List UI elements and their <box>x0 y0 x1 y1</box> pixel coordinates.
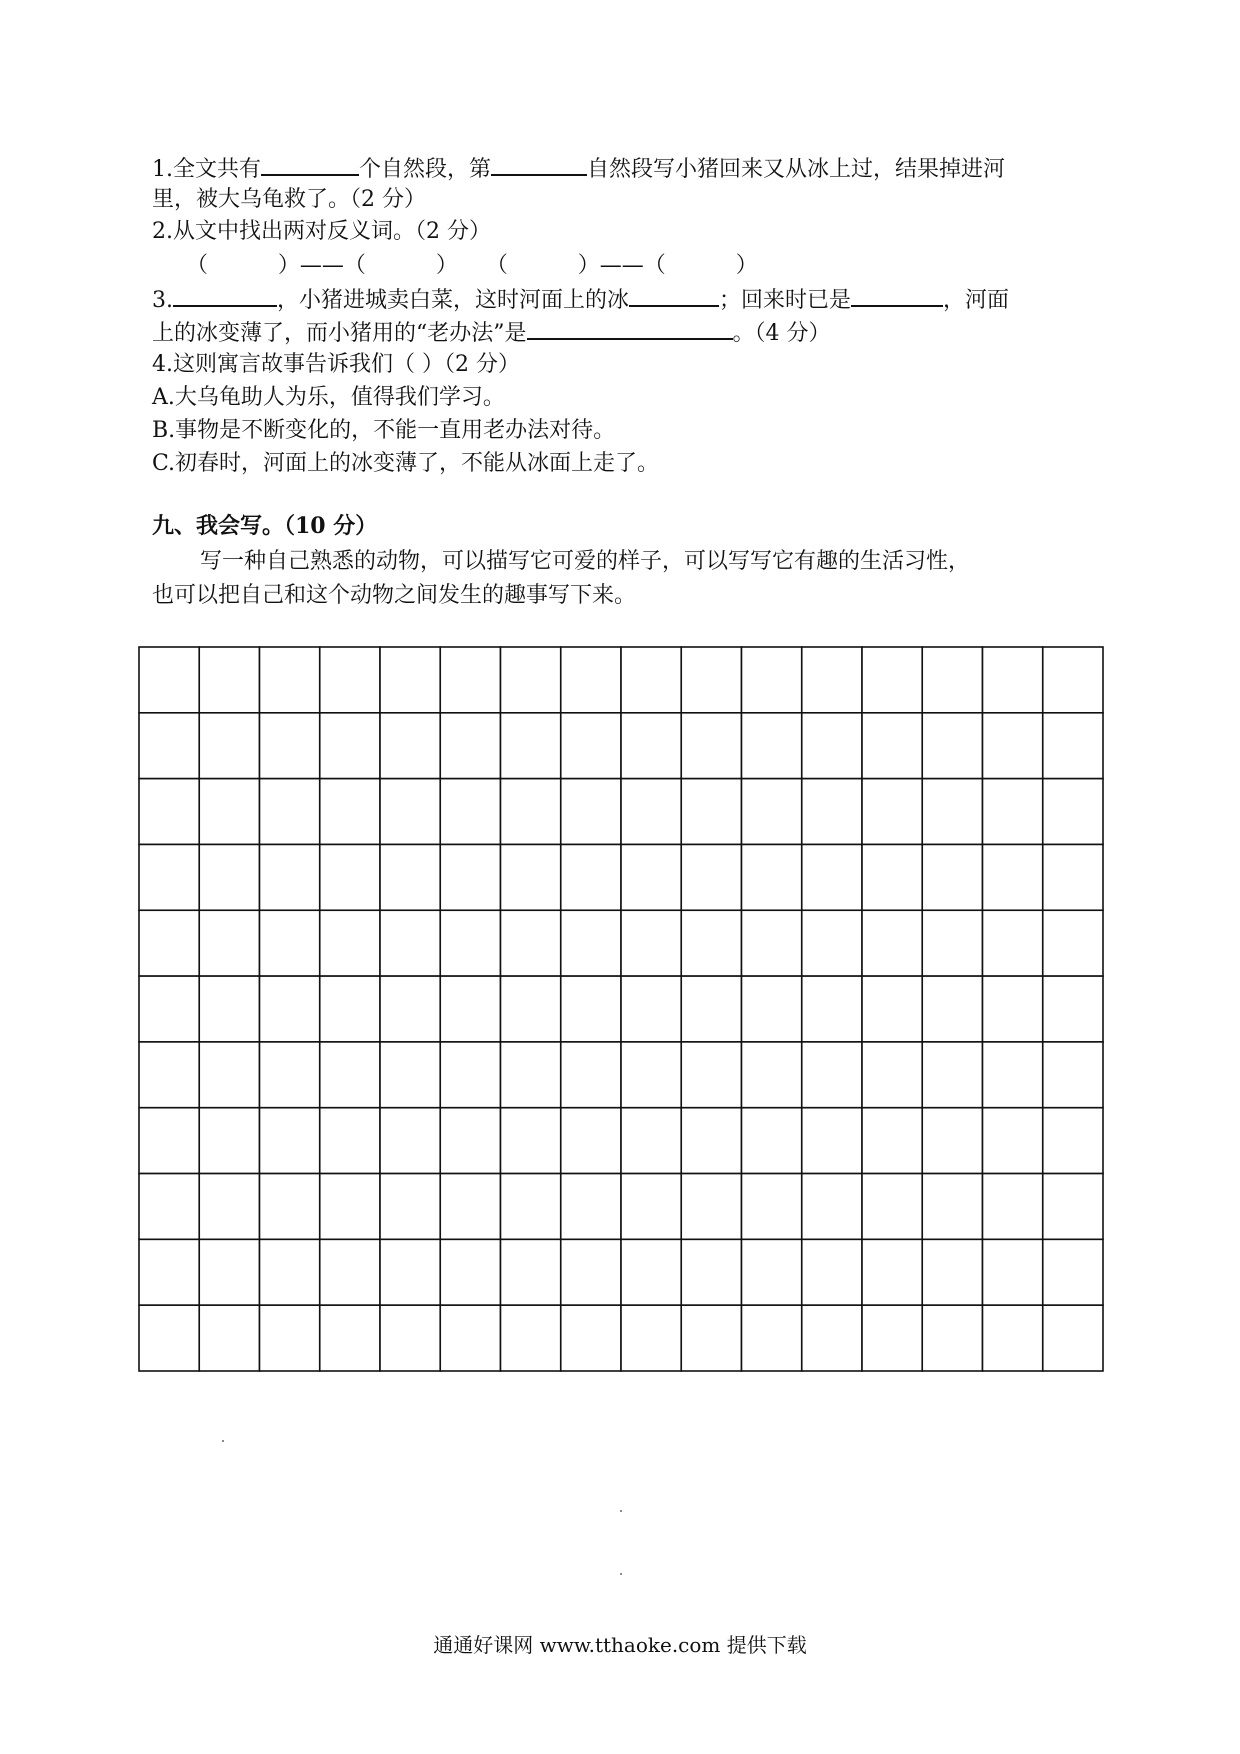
grid-cell[interactable] <box>440 976 500 1042</box>
grid-cell[interactable] <box>139 1305 199 1371</box>
grid-cell[interactable] <box>862 1174 922 1240</box>
grid-cell[interactable] <box>561 713 621 779</box>
grid-cell[interactable] <box>862 1239 922 1305</box>
scan-speck <box>222 1440 224 1442</box>
grid-cell[interactable] <box>199 713 259 779</box>
grid-cell[interactable] <box>380 910 440 976</box>
grid-cell[interactable] <box>440 844 500 910</box>
grid-cell[interactable] <box>681 844 741 910</box>
grid-cell[interactable] <box>922 1174 982 1240</box>
grid-cell[interactable] <box>983 779 1043 845</box>
grid-cell[interactable] <box>621 1305 681 1371</box>
question-3-text-f: 。（4 分） <box>732 321 831 346</box>
grid-cell[interactable] <box>320 1305 380 1371</box>
grid-cell[interactable] <box>561 1305 621 1371</box>
grid-cell[interactable] <box>862 844 922 910</box>
grid-cell[interactable] <box>681 1305 741 1371</box>
grid-cell[interactable] <box>862 713 922 779</box>
grid-cell[interactable] <box>742 1305 802 1371</box>
grid-cell[interactable] <box>922 910 982 976</box>
grid-cell[interactable] <box>922 1305 982 1371</box>
grid-cell[interactable] <box>802 713 862 779</box>
grid-cell[interactable] <box>561 1042 621 1108</box>
grid-cell[interactable] <box>621 713 681 779</box>
grid-cell[interactable] <box>862 976 922 1042</box>
grid-cell[interactable] <box>139 1174 199 1240</box>
grid-cell[interactable] <box>983 647 1043 713</box>
grid-cell[interactable] <box>681 779 741 845</box>
grid-cell[interactable] <box>742 1239 802 1305</box>
grid-cell[interactable] <box>862 1305 922 1371</box>
grid-cell[interactable] <box>380 1239 440 1305</box>
grid-cell[interactable] <box>621 1174 681 1240</box>
question-3-text-b: ，小猪进城卖白菜，这时河面上的冰 <box>277 288 630 313</box>
grid-cell[interactable] <box>742 779 802 845</box>
grid-cell[interactable] <box>320 1239 380 1305</box>
grid-cell[interactable] <box>1043 779 1103 845</box>
grid-cell[interactable] <box>742 976 802 1042</box>
grid-cell[interactable] <box>501 1174 561 1240</box>
grid-cell[interactable] <box>983 1305 1043 1371</box>
grid-cell[interactable] <box>561 1108 621 1174</box>
grid-cell[interactable] <box>561 647 621 713</box>
question-2-label: 2.从文中找出两对反义词。（2 分） <box>152 219 491 244</box>
grid-cell[interactable] <box>440 1174 500 1240</box>
question-3-blank-ice-state[interactable] <box>629 283 719 307</box>
grid-cell[interactable] <box>199 647 259 713</box>
grid-cell[interactable] <box>862 779 922 845</box>
grid-cell[interactable] <box>380 1305 440 1371</box>
grid-cell[interactable] <box>440 779 500 845</box>
grid-cell[interactable] <box>862 1042 922 1108</box>
grid-cell[interactable] <box>983 976 1043 1042</box>
grid-cell[interactable] <box>501 910 561 976</box>
grid-cell[interactable] <box>922 779 982 845</box>
question-2-antonym-pairs[interactable]: （ ）——（ ） （ ）——（ ） <box>186 253 758 278</box>
grid-cell[interactable] <box>260 779 320 845</box>
grid-cell[interactable] <box>260 1108 320 1174</box>
grid-cell[interactable] <box>922 713 982 779</box>
grid-cell[interactable] <box>320 779 380 845</box>
grid-cell[interactable] <box>802 976 862 1042</box>
grid-cell[interactable] <box>621 779 681 845</box>
grid-cell[interactable] <box>199 1239 259 1305</box>
grid-cell[interactable] <box>199 976 259 1042</box>
question-3-blank-season-1[interactable] <box>173 283 277 307</box>
grid-cell[interactable] <box>1043 910 1103 976</box>
grid-cell[interactable] <box>561 1174 621 1240</box>
grid-cell[interactable] <box>742 844 802 910</box>
grid-cell[interactable] <box>802 844 862 910</box>
grid-cell[interactable] <box>320 713 380 779</box>
grid-cell[interactable] <box>621 844 681 910</box>
grid-cell[interactable] <box>320 1042 380 1108</box>
grid-cell[interactable] <box>742 1108 802 1174</box>
grid-cell[interactable] <box>1043 1305 1103 1371</box>
grid-cell[interactable] <box>561 1239 621 1305</box>
grid-cell[interactable] <box>440 1239 500 1305</box>
grid-cell[interactable] <box>440 910 500 976</box>
grid-cell[interactable] <box>260 1174 320 1240</box>
grid-cell[interactable] <box>260 1305 320 1371</box>
grid-cell[interactable] <box>380 647 440 713</box>
grid-cell[interactable] <box>501 1042 561 1108</box>
grid-cell[interactable] <box>802 1042 862 1108</box>
scan-speck <box>620 1510 622 1512</box>
question-3-blank-season-2[interactable] <box>851 283 943 307</box>
grid-cell[interactable] <box>320 976 380 1042</box>
question-1-line-1 <box>152 152 1005 186</box>
grid-cell[interactable] <box>320 844 380 910</box>
grid-cell[interactable] <box>802 647 862 713</box>
question-1-text-c: 自然段写小猪回来又从冰上过，结果掉进河 <box>587 157 1006 182</box>
grid-cell[interactable] <box>1043 1108 1103 1174</box>
grid-cell[interactable] <box>742 647 802 713</box>
grid-cell[interactable] <box>802 1174 862 1240</box>
question-1-text-b: 个自然段，第 <box>359 157 492 182</box>
question-4-label: 4.这则寓言故事告诉我们（ ）（2 分） <box>152 352 520 377</box>
grid-cell[interactable] <box>199 1174 259 1240</box>
grid-cell[interactable] <box>139 1042 199 1108</box>
grid-cell[interactable] <box>681 1239 741 1305</box>
question-3-line-1 <box>152 283 1009 317</box>
grid-cell[interactable] <box>742 910 802 976</box>
scan-speck <box>620 1573 622 1575</box>
footer-credit: 通通好课网 www.tthaoke.com 提供下载 <box>433 1633 807 1657</box>
section-9-heading: 九、我会写。（10 分） <box>152 513 378 539</box>
section-9-prompt-line-1: 写一种自己熟悉的动物，可以描写它可爱的样子，可以写写它有趣的生活习性， <box>200 549 971 574</box>
grid-cell[interactable] <box>922 1108 982 1174</box>
question-4-option-a[interactable]: A.大乌龟助人为乐，值得我们学习。 <box>152 385 505 410</box>
grid-cell[interactable] <box>802 1239 862 1305</box>
grid-cell[interactable] <box>139 976 199 1042</box>
grid-cell[interactable] <box>501 976 561 1042</box>
grid-cell[interactable] <box>320 910 380 976</box>
grid-cell[interactable] <box>501 844 561 910</box>
grid-cell[interactable] <box>681 647 741 713</box>
question-4-option-c[interactable]: C.初春时，河面上的冰变薄了，不能从冰面上走了。 <box>152 451 660 476</box>
grid-cell[interactable] <box>621 910 681 976</box>
grid-cell[interactable] <box>320 1108 380 1174</box>
grid-cell[interactable] <box>380 713 440 779</box>
question-1-blank-paragraph-count[interactable] <box>261 152 359 176</box>
grid-cell[interactable] <box>862 1108 922 1174</box>
grid-cell[interactable] <box>983 844 1043 910</box>
grid-cell[interactable] <box>1043 713 1103 779</box>
grid-cell[interactable] <box>501 1108 561 1174</box>
grid-cell[interactable] <box>802 779 862 845</box>
question-1-blank-paragraph-number[interactable] <box>491 152 587 176</box>
question-3-text-c: ；回来时已是 <box>719 288 852 313</box>
grid-cell[interactable] <box>621 976 681 1042</box>
grid-cell[interactable] <box>802 910 862 976</box>
grid-cell[interactable] <box>501 1239 561 1305</box>
grid-cell[interactable] <box>199 1108 259 1174</box>
question-3-line-2 <box>152 316 831 350</box>
grid-cell[interactable] <box>922 1042 982 1108</box>
grid-cell[interactable] <box>380 1174 440 1240</box>
grid-cell[interactable] <box>380 1108 440 1174</box>
grid-cell[interactable] <box>260 976 320 1042</box>
grid-cell[interactable] <box>501 779 561 845</box>
grid-cell[interactable] <box>681 1174 741 1240</box>
grid-cell[interactable] <box>139 1108 199 1174</box>
grid-cell[interactable] <box>380 844 440 910</box>
grid-cell[interactable] <box>199 1305 259 1371</box>
question-1-text-a: 1.全文共有 <box>152 157 261 182</box>
grid-cell[interactable] <box>922 1239 982 1305</box>
grid-cell[interactable] <box>139 910 199 976</box>
grid-cell[interactable] <box>260 713 320 779</box>
grid-cell[interactable] <box>561 844 621 910</box>
grid-cell[interactable] <box>440 1108 500 1174</box>
grid-cell[interactable] <box>199 1042 259 1108</box>
grid-cell[interactable] <box>1043 844 1103 910</box>
grid-cell[interactable] <box>621 1239 681 1305</box>
writing-grid[interactable] <box>138 646 1104 1372</box>
grid-cell[interactable] <box>440 1305 500 1371</box>
grid-cell[interactable] <box>139 1239 199 1305</box>
grid-cell[interactable] <box>681 976 741 1042</box>
grid-cell[interactable] <box>380 779 440 845</box>
grid-cell[interactable] <box>260 1042 320 1108</box>
grid-cell[interactable] <box>380 976 440 1042</box>
grid-cell[interactable] <box>501 1305 561 1371</box>
grid-cell[interactable] <box>1043 1174 1103 1240</box>
grid-cell[interactable] <box>983 1108 1043 1174</box>
question-4-option-b[interactable]: B.事物是不断变化的，不能一直用老办法对待。 <box>152 418 616 443</box>
grid-cell[interactable] <box>260 844 320 910</box>
grid-cell[interactable] <box>983 713 1043 779</box>
question-3-blank-old-method[interactable] <box>527 316 733 340</box>
grid-cell[interactable] <box>440 647 500 713</box>
grid-cell[interactable] <box>380 1042 440 1108</box>
grid-cell[interactable] <box>501 713 561 779</box>
grid-cell[interactable] <box>621 1108 681 1174</box>
grid-cell[interactable] <box>1043 976 1103 1042</box>
grid-cell[interactable] <box>260 910 320 976</box>
grid-cell[interactable] <box>922 844 982 910</box>
grid-cell[interactable] <box>440 713 500 779</box>
grid-cell[interactable] <box>501 647 561 713</box>
grid-cell[interactable] <box>862 910 922 976</box>
grid-cell[interactable] <box>742 1174 802 1240</box>
grid-cell[interactable] <box>681 713 741 779</box>
grid-cell[interactable] <box>681 1042 741 1108</box>
grid-cell[interactable] <box>681 910 741 976</box>
grid-cell[interactable] <box>199 779 259 845</box>
question-3-text-d: ，河面 <box>943 288 1010 313</box>
grid-cell[interactable] <box>681 1108 741 1174</box>
grid-cell[interactable] <box>139 779 199 845</box>
grid-cell[interactable] <box>561 779 621 845</box>
grid-cell[interactable] <box>320 647 380 713</box>
grid-cell[interactable] <box>742 1042 802 1108</box>
question-3-text-e: 上的冰变薄了，而小猪用的“老办法”是 <box>152 321 527 346</box>
section-9-prompt-line-2: 也可以把自己和这个动物之间发生的趣事写下来。 <box>152 583 637 608</box>
question-1-line-2: 里，被大乌龟救了。（2 分） <box>152 187 426 212</box>
grid-cell[interactable] <box>260 647 320 713</box>
grid-cell[interactable] <box>561 910 621 976</box>
grid-cell[interactable] <box>199 844 259 910</box>
grid-cell[interactable] <box>621 647 681 713</box>
grid-cell[interactable] <box>139 844 199 910</box>
grid-cell[interactable] <box>320 1174 380 1240</box>
grid-cell[interactable] <box>922 647 982 713</box>
grid-cell[interactable] <box>1043 1042 1103 1108</box>
grid-cell[interactable] <box>621 1042 681 1108</box>
grid-cell[interactable] <box>802 1108 862 1174</box>
grid-cell[interactable] <box>1043 647 1103 713</box>
grid-cell[interactable] <box>922 976 982 1042</box>
question-3-text-a: 3. <box>152 288 173 313</box>
grid-cell[interactable] <box>440 1042 500 1108</box>
grid-cell[interactable] <box>983 1042 1043 1108</box>
grid-cell[interactable] <box>983 910 1043 976</box>
grid-cell[interactable] <box>802 1305 862 1371</box>
grid-cell[interactable] <box>561 976 621 1042</box>
grid-cell[interactable] <box>139 647 199 713</box>
grid-cell[interactable] <box>1043 1239 1103 1305</box>
grid-cell[interactable] <box>983 1174 1043 1240</box>
grid-cell[interactable] <box>983 1239 1043 1305</box>
grid-cell[interactable] <box>260 1239 320 1305</box>
grid-cell[interactable] <box>199 910 259 976</box>
grid-cell[interactable] <box>139 713 199 779</box>
grid-cell[interactable] <box>862 647 922 713</box>
grid-cell[interactable] <box>742 713 802 779</box>
